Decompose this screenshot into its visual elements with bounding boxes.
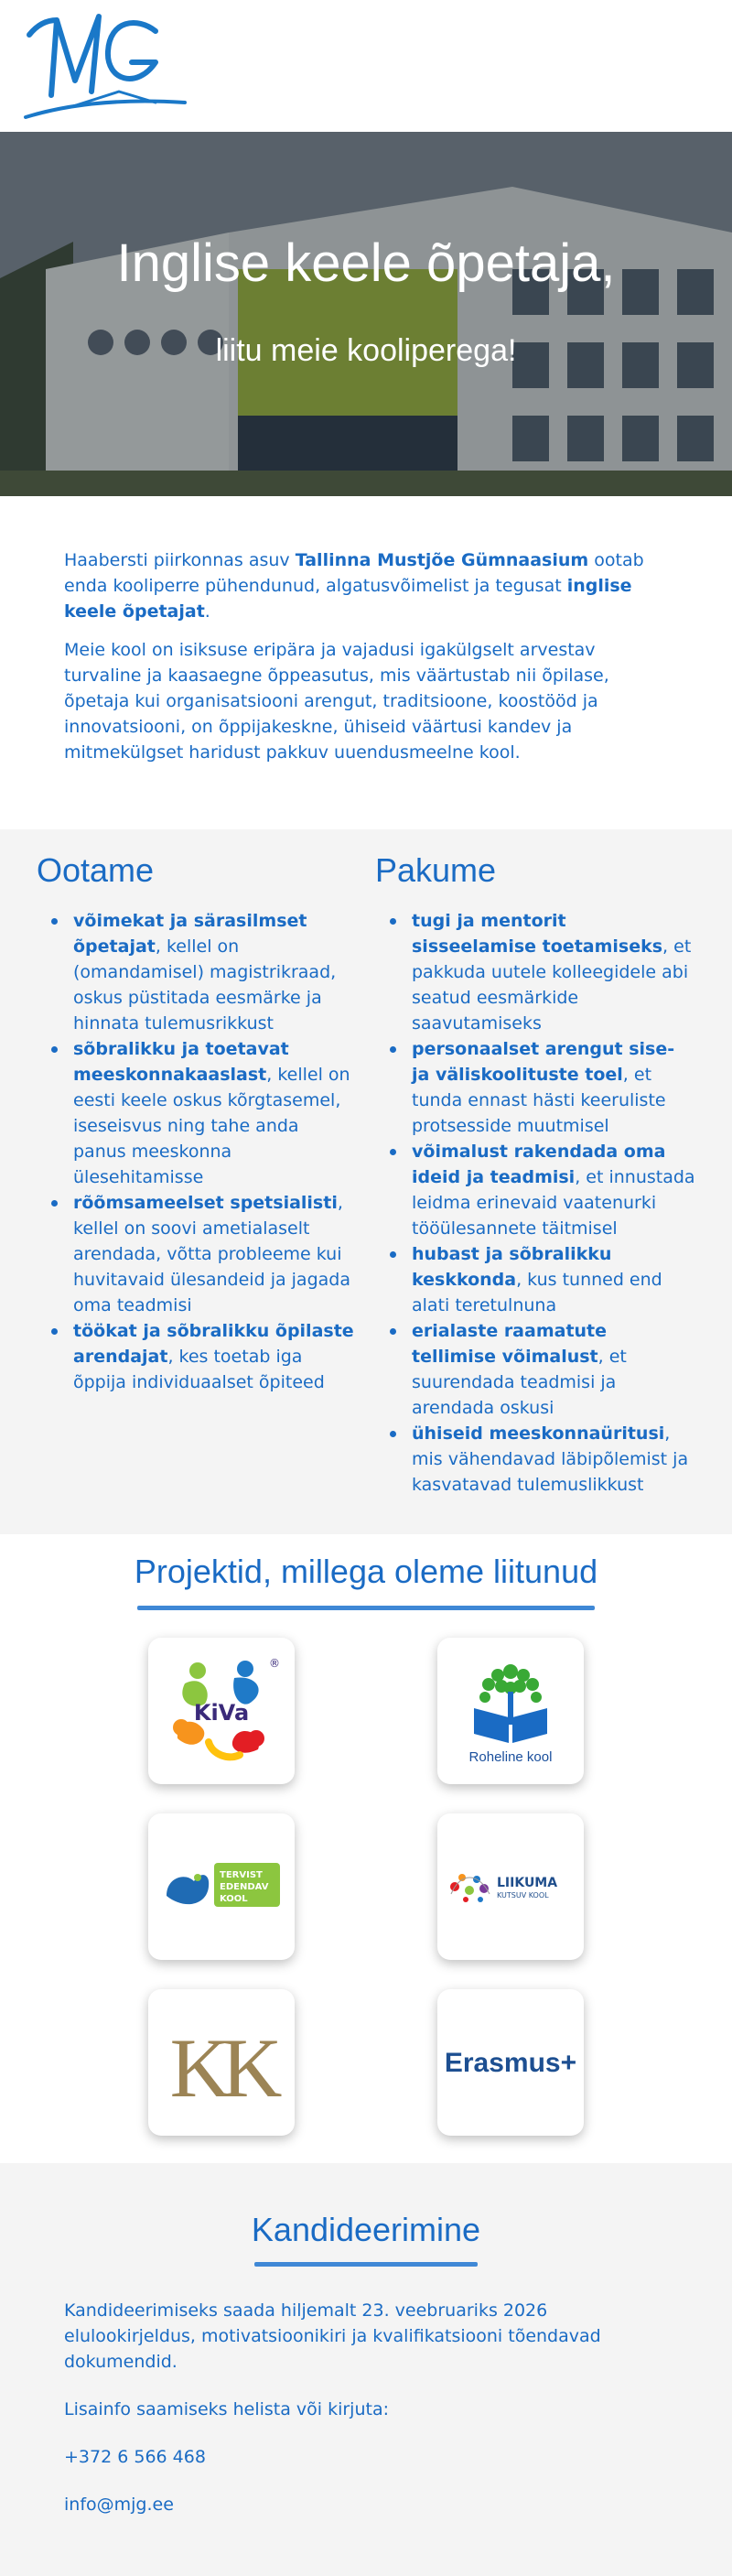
list-item (46, 1190, 357, 1318)
ootame-list (37, 908, 357, 1395)
list-item (384, 1241, 695, 1318)
list-item-text: , et innustada leidma erinevaid vaatenurki tööülesannete täitmisel (412, 1167, 695, 1239)
list-item (384, 1421, 695, 1498)
list-item (384, 1139, 695, 1241)
erasmus-logo (442, 2035, 579, 2090)
pakume-list (375, 908, 695, 1498)
kk-text: KK (169, 2021, 274, 2115)
phone-row (64, 2444, 668, 2470)
projects-section (0, 1534, 732, 2163)
list-item-bold: võimekat ja särasilmset õpetajat (73, 911, 307, 957)
intro-text: . (204, 601, 210, 622)
intro-text: ootab enda kooliperre pühendunud, algatusvõimelist ja tegusat (64, 550, 644, 596)
roheline-kool-logo (447, 1651, 575, 1770)
list-item-text: , et pakkuda uutele kolleegidele abi seatud eesmärkide saavutamiseks (412, 936, 692, 1034)
liikuma-kutsuv-kool-logo-card[interactable] (437, 1813, 584, 1960)
list-item-bold: rõõmsameelset spetsialisti (73, 1193, 338, 1213)
hero-banner (0, 132, 732, 496)
list-item-text: , et suurendada teadmisi ja arendada oskusi (412, 1347, 627, 1418)
ootame-column (37, 851, 357, 1498)
kool-text: KOOL (220, 1894, 248, 1904)
list-item-bold: personaalset arengut sise- ja väliskoolituste toel (412, 1039, 675, 1085)
list-item-bold: tugi ja mentorit sisseelamise toetamiseks (412, 911, 663, 957)
position-name: inglise keele õpetajat (64, 576, 632, 622)
pakume-column (375, 851, 695, 1498)
intro-paragraph-2: Meie kool on isiksuse eripära ja vajadusi igakülgselt arvestav turvaline ja kaasaegne õppeasutus, mis väärtustab nii õpilase, õpetaja kui organisatsiooni arengut, traditsioone, koostööd ja innovatsiooni, on õppijakeskne, ühiseid väärtusi kandev ja mitmekülgset haridust pakkuv uuendusmeelne kool. (64, 640, 609, 763)
list-item-bold: ühiseid meeskonnaüritusi (412, 1423, 665, 1444)
erasmus-logo-card[interactable] (437, 1989, 584, 2136)
candidacy-instructions: Kandideerimiseks saada hiljemalt 23. veebruariks 2026 elulookirjeldus, motivatsioonikiri ja kvalifikatsiooni tõendavad dokumendid. (64, 2300, 601, 2372)
list-item-bold: töökat ja sõbralikku õpilaste arendajat (73, 1321, 354, 1367)
kiva-logo (157, 1647, 285, 1775)
phone-link[interactable]: +372 6 566 468 (64, 2447, 206, 2467)
intro-paragraph-1 (64, 547, 668, 624)
hero-subtitle: liitu meie kooliperega! (215, 333, 517, 368)
school-logo[interactable] (18, 7, 192, 126)
projects-heading: Projektid, millega oleme liitunud (134, 1553, 598, 1590)
list-item-text: , kellel on soovi ametialaselt arendada, võtta probleeme kui huvitavaid ülesandeid ja jagada oma teadmisi (73, 1193, 350, 1315)
kiva-registered-mark: ® (269, 1657, 280, 1670)
email-link[interactable]: info@mjg.ee (64, 2495, 174, 2515)
pakume-heading: Pakume (375, 851, 497, 889)
list-item-text: , mis vähendavad läbipõlemist ja kasvatavad tulemuslikkust (412, 1423, 689, 1495)
heading-underline (254, 2262, 478, 2267)
ootame-heading: Ootame (37, 851, 155, 889)
roheline-kool-logo-card[interactable] (437, 1638, 584, 1784)
email-row (64, 2492, 668, 2517)
list-item (384, 1318, 695, 1421)
list-item-text: , kes toetab iga õppija individuaalset õpiteed (73, 1347, 325, 1392)
erasmus-text: Erasmus+ (444, 2048, 577, 2078)
liikuma-text: LIIKUMA (497, 1876, 558, 1890)
tervist-edendav-kool-logo-card[interactable] (148, 1813, 295, 1960)
list-item (384, 1036, 695, 1139)
list-item (46, 1318, 357, 1395)
candidacy-section (0, 2163, 732, 2576)
list-item-text: , et tunda ennast hästi keeruliste protsesside muutmisel (412, 1065, 666, 1136)
list-item-bold: erialaste raamatute tellimise võimalust (412, 1321, 608, 1367)
site-header (0, 0, 732, 132)
list-item-text: , kellel on (omandamisel) magistrikraad, oskus püstitada eesmärke ja hinnata tulemusrikkust (73, 936, 337, 1034)
list-item (384, 908, 695, 1036)
kk-logo-card[interactable] (148, 1989, 295, 2136)
list-item-text: , kellel on eesti keele oskus kõrgtasemel, iseseisvus ning tahe anda panus meeskonna ülesehitamisse (73, 1065, 350, 1187)
edendav-text: EDENDAV (220, 1882, 269, 1892)
heading-underline (137, 1606, 595, 1610)
kiva-logo-card[interactable] (148, 1638, 295, 1784)
kutsuv-kool-text: KUTSUV KOOL (497, 1891, 549, 1900)
project-logo-grid (0, 1638, 732, 2136)
list-item-bold: võimalust rakendada oma ideid ja teadmisi (412, 1142, 666, 1187)
kiva-text: KiVa (193, 1700, 250, 1726)
liikuma-kutsuv-kool-logo (442, 1859, 579, 1914)
list-item-text: , kus tunned end alati teretulnuna (412, 1270, 662, 1315)
contact-prompt: Lisainfo saamiseks helista või kirjuta: (64, 2399, 389, 2419)
intro-section (0, 496, 732, 829)
hero-overlay (0, 132, 732, 496)
candidacy-heading: Kandideerimine (251, 2211, 481, 2248)
tervist-text: TERVIST (220, 1870, 263, 1880)
school-name: Tallinna Mustjõe Gümnaasium (295, 550, 589, 570)
hero-title: Inglise keele õpetaja, (116, 233, 616, 293)
list-item-bold: sõbralikku ja toetavat meeskonnakaaslast (73, 1039, 289, 1085)
list-item-bold: hubast ja sõbralikku keskkonda (412, 1244, 612, 1290)
roheline-kool-text: Roheline kool (468, 1749, 553, 1765)
tervist-edendav-kool-logo (157, 1850, 285, 1923)
list-item (46, 1036, 357, 1190)
requirements-offer-section (0, 829, 732, 1534)
kk-logo (169, 2012, 274, 2115)
intro-text: Haabersti piirkonnas asuv (64, 550, 296, 570)
list-item (46, 908, 357, 1036)
